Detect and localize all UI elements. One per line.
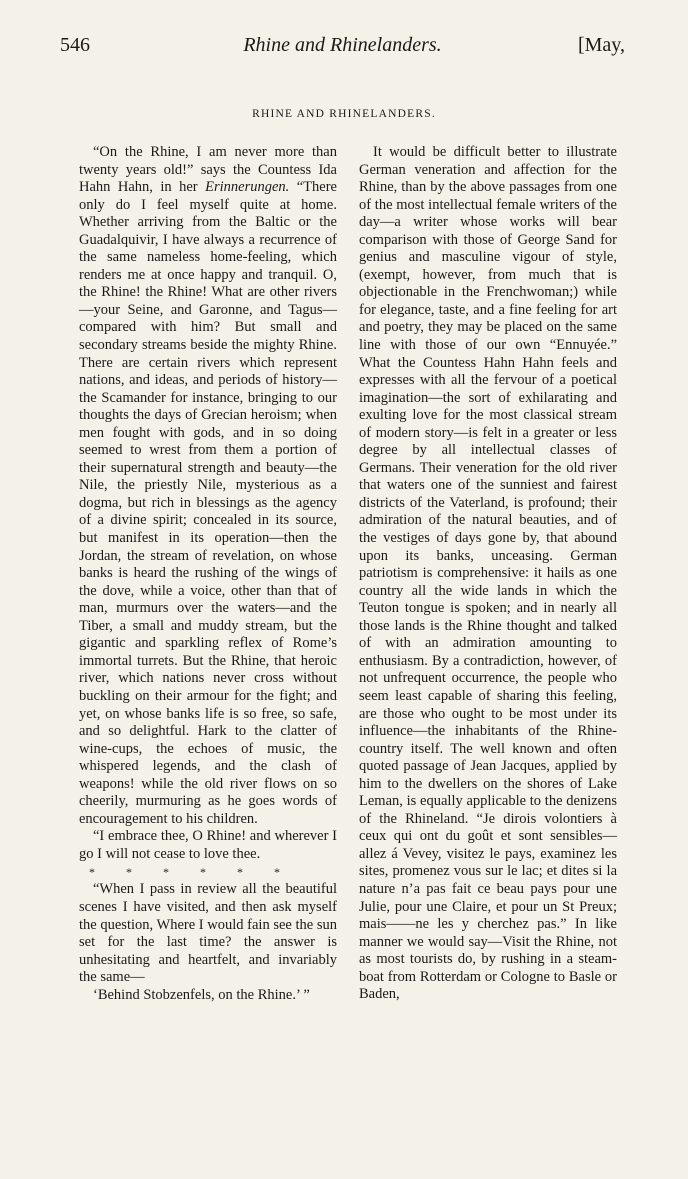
page-number: 546 [60,34,90,56]
paragraph-text: “There only do I feel myself quite at home. Whether arriving from the Baltic or the Guadalquivir, I have always a recurrence of the same nameless home-feeling, which renders me at once happy and tranquil. O, the Rhine! the Rhine! What are other rivers—your Seine, and Garonne, and Tagus—compared with him? But small and secondary streams beside the mighty Rhine. There are certain rivers which represent nations, and ideas, and periods of history—the Scamander for instance, bringing to our thoughts the days of Grecian heroism; when men fought with gods, and in so doing seemed to wrest from them a portion of their supernatural strength and beauty—the Nile, the priestly Nile, mysterious as a dogma, but rich in blessings as the agency of a divine spirit; concealed in its source, but manifest in its operation—then the Jordan, the stream of revelation, on whose banks is heard the rushing of the wings of the dove, while a voice, other than that of man, murmurs over the waters—and the Tiber, a small and muddy stream, but the gigantic and sparkling reflex of Rome’s immortal turrets. But the Rhine, that heroic river, which nations never cross without buckling on their armour for the fight; and yet, on whose banks life is so free, so safe, and so delightful. Hark to the clatter of wine-cups, the echoes of music, the whispered legends, and the clash of weapons! while the old river flows on so cheerily, murmuring as he goes words of encouragement to his children. [79,179,337,827]
paragraph [79,144,337,828]
paragraph-text: “On the Rhine, I am never more than twenty years old!” says the Countess Ida Hahn Hahn, in her [79,144,337,196]
running-title: Rhine and Rhinelanders. [243,34,442,56]
paragraph: “When I pass in review all the beautiful scenes I have visited, and then ask myself the question, Where I would fain see the sun set for the last time? the answer is unhesitating and heartfelt, and invariably the same— [79,881,337,986]
section-break: * * * * * * [89,865,280,880]
running-date: [May, [577,34,625,56]
page-header [60,34,625,68]
book-title: Erinnerungen. [205,179,290,196]
left-column [79,144,337,1004]
article-title: RHINE AND RHINELANDERS. [252,108,436,120]
paragraph: “I embrace thee, O Rhine! and wherever I go I will not cease to love thee. [79,828,337,862]
right-column [359,144,617,1004]
article-body [79,144,619,1144]
paragraph: It would be difficult better to illustrate German veneration and affection for the Rhine, than by the above passages from one of the most intellectual female writers of the day—a writer whose works will bear comparison with those of George Sand for genius and masculine vigour of style, (exempt, however, from much that is objectionable in the Frenchwoman;) while for elegance, taste, and a fine feeling for art and poetry, they may be placed on the same line with those of our own “Ennuyée.” What the Countess Hahn Hahn feels and expresses with all the fervour of a poetical imagination—the sort of exhilarating and exulting love for the most classical stream of modern story—is felt in a greater or less degree by all intellectual classes of Germans. Their veneration for the old river that waters one of the sunniest and fairest districts of the Vaterland, is profound; their admiration of the natural beauties, and of the vestiges of days gone by, that abound upon its banks, unceasing. German patriotism is comprehensive: it hails as one country all the wide lands in which the Teuton tongue is spoken; and in nearly all those lands is the Rhine thought and talked of with an admiration amounting to enthusiasm. By a contradiction, however, of not unfrequent occurrence, the people who seem least capable of sharing this feeling, are those who ought to be most under its influence—the inhabitants of the Rhine-country itself. The well known and often quoted passage of Jean Jacques, applied by him to the dwellers on the shores of Lake Leman, is equally applicable to the denizens of the Rhineland. “Je dirois volontiers à ceux qui ont du goût et sont sensibles—allez á Vevey, visitez le pays, examinez les sites, promenez vous sur le lac; et dites si la nature n’a pas fait ce beau pays pour une Julie, pour une Claire, et pour un St Preux; mais——ne les y cherchez pas.” In like manner we would say—Visit the Rhine, not as most tourists do, by rushing in a steam-boat from Rotterdam or Cologne to Basle or Baden, [359,144,617,1003]
closing-quote: ‘Behind Stobzenfels, on the Rhine.’ ” [93,986,310,1003]
